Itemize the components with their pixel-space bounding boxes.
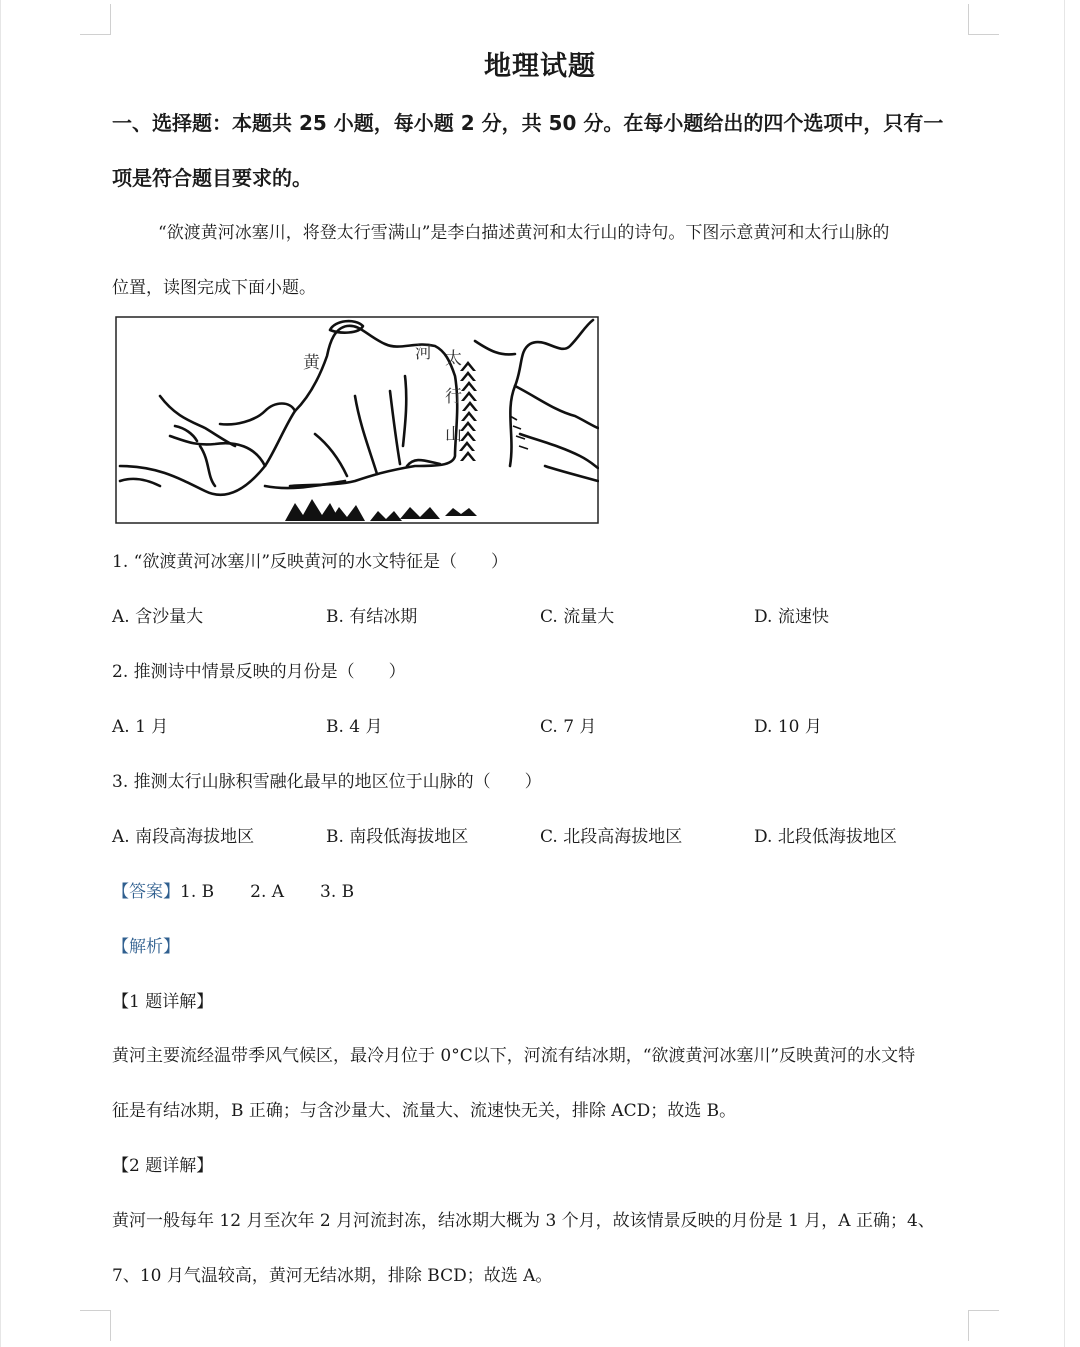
margin-corner-mark (80, 1310, 111, 1341)
intro-line-1: “欲渡黄河冰塞川，将登太行雪满山”是李白描述黄河和太行山的诗句。下图示意黄河和太行山脉的 (158, 223, 890, 243)
question-1-option-c: C. 流量大 (540, 607, 615, 627)
margin-corner-mark (80, 4, 111, 35)
map-label-he: 河 (415, 343, 432, 363)
intro-line-2: 位置，读图完成下面小题。 (112, 278, 316, 298)
analysis-q2-line-2: 7、10 月气温较高，黄河无结冰期，排除 BCD；故选 A。 (112, 1266, 553, 1286)
analysis-q2-title: 【2 题详解】 (112, 1156, 214, 1176)
analysis-q2-line-1: 黄河一般每年 12 月至次年 2 月河流封冻，结冰期大概为 3 个月，故该情景反映的月份是 1 月，A 正确；4、 (112, 1211, 935, 1231)
answer-item-3: 3. B (320, 882, 355, 902)
question-2-stem: 2. 推测诗中情景反映的月份是（ ） (112, 662, 406, 682)
question-2-option-a: A. 1 月 (112, 717, 169, 737)
question-3-option-a: A. 南段高海拔地区 (112, 827, 255, 847)
map-label-shan: 山 (445, 425, 462, 445)
answer-item-2: 2. A (250, 882, 285, 902)
map-label-xing: 行 (445, 387, 462, 407)
question-1-option-b: B. 有结冰期 (326, 607, 418, 627)
map-label-huang: 黄 (303, 353, 320, 373)
question-3-option-b: B. 南段低海拔地区 (326, 827, 469, 847)
analysis-q1-line-1: 黄河主要流经温带季风气候区，最冷月位于 0°C以下，河流有结冰期，“欲渡黄河冰塞川”反映黄河的水文特 (112, 1046, 916, 1066)
page-edge-right (1064, 0, 1065, 1347)
section-heading-line-1: 一、选择题：本题共 25 小题，每小题 2 分，共 50 分。在每小题给出的四个选项中，只有一 (112, 111, 944, 135)
answer-label: 【答案】 (112, 882, 180, 902)
question-2-option-c: C. 7 月 (540, 717, 597, 737)
question-3-option-d: D. 北段低海拔地区 (754, 827, 897, 847)
section-heading-line-2: 项是符合题目要求的。 (112, 166, 312, 190)
map-label-tai: 太 (445, 349, 462, 369)
analysis-q1-line-2: 征是有结冰期，B 正确；与含沙量大、流量大、流速快无关，排除 ACD；故选 B。 (112, 1101, 737, 1121)
page-edge-left (0, 0, 1, 1347)
analysis-label: 【解析】 (112, 937, 180, 957)
question-3-stem: 3. 推测太行山脉积雪融化最早的地区位于山脉的（ ） (112, 772, 542, 792)
question-3-option-c: C. 北段高海拔地区 (540, 827, 683, 847)
yellow-river-taihang-map (115, 316, 599, 524)
margin-corner-mark (968, 1310, 999, 1341)
question-1-option-a: A. 含沙量大 (112, 607, 204, 627)
answer-item-1: 1. B (180, 882, 215, 902)
question-1-stem: 1. “欲渡黄河冰塞川”反映黄河的水文特征是（ ） (112, 552, 509, 572)
margin-corner-mark (968, 4, 999, 35)
analysis-q1-title: 【1 题详解】 (112, 992, 214, 1012)
question-2-option-d: D. 10 月 (754, 717, 822, 737)
page-title: 地理试题 (484, 51, 596, 82)
question-1-option-d: D. 流速快 (754, 607, 829, 627)
question-2-option-b: B. 4 月 (326, 717, 383, 737)
answer-row (112, 877, 354, 902)
